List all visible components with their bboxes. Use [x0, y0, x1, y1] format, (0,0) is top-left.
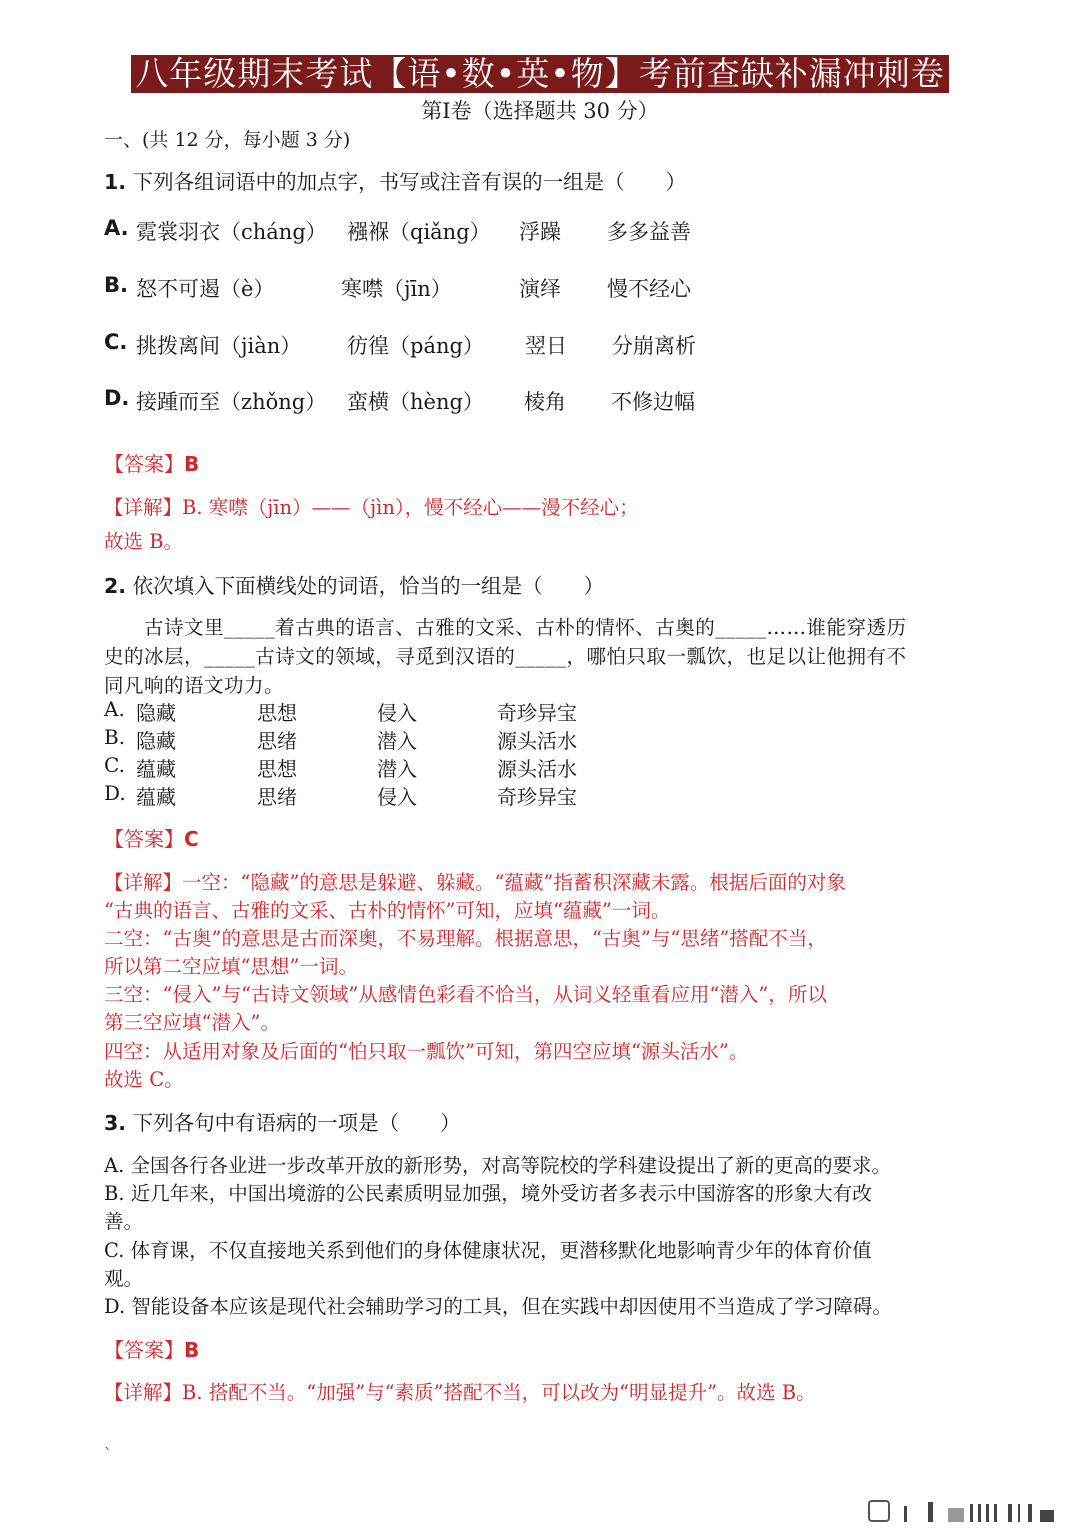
q2-option-d [104, 781, 704, 809]
q1-detail-line: 【详解】B. 寒噤（jīn）——（jìn），慢不经心——漫不经心； [104, 496, 639, 519]
question-text: 下列各句中有语病的一项是（ ） [132, 1111, 461, 1135]
q2-detail-line: 所以第二空应填“思想”一词。 [104, 955, 358, 978]
question-number: 1. [104, 170, 127, 194]
q3-option-line: A. 全国各行各业进一步改革开放的新形势，对高等院校的学科建设提出了新的更高的要求。 [104, 1154, 891, 1177]
option-item: 不修边幅 [611, 390, 695, 414]
option-item: 蛮横（hèng） [347, 390, 484, 414]
option-item: 蕴藏 [136, 757, 176, 781]
option-item: 隐藏 [136, 729, 176, 753]
option-letter: C. [104, 753, 125, 777]
q2-detail-line: 【详解】一空：“隐藏”的意思是躲避、躲藏。“蕴藏”指蓄积深藏未露。根据后面的对象 [104, 871, 846, 894]
section-heading: 一、(共 12 分，每小题 3 分) [104, 129, 351, 151]
answer-label: 【答案】 [104, 827, 184, 851]
question-text: 依次填入下面横线处的词语，恰当的一组是（ ） [132, 574, 605, 598]
q2-detail-line: 四空：从适用对象及后面的“怕只取一瓢饮”可知，第四空应填“源头活水”。 [104, 1040, 749, 1063]
answer-label: 【答案】 [104, 1338, 184, 1362]
option-item: 思绪 [257, 729, 297, 753]
option-item: 隐藏 [136, 701, 176, 725]
option-letter: A. [104, 697, 125, 721]
question-number: 3. [104, 1111, 127, 1135]
option-item: 襁褓（qiǎng） [347, 220, 491, 244]
option-letter: B. [104, 725, 126, 749]
option-item: 侵入 [377, 701, 417, 725]
answer-label: 【答案】 [104, 452, 184, 476]
q3-detail-line: 【详解】B. 搭配不当。“加强”与“素质”搭配不当，可以改为“明显提升”。故选 B。 [104, 1381, 816, 1404]
paper-subtitle: 第Ⅰ卷（选择题共 30 分） [421, 99, 659, 123]
q2-detail-line: 故选 C。 [104, 1068, 184, 1091]
question-3-stem [104, 1106, 461, 1136]
option-item: 挑拨离间（jiàn） [136, 334, 302, 358]
option-item: 接踵而至（zhǒng） [136, 390, 327, 414]
option-item: 奇珍异宝 [497, 785, 577, 809]
q3-option-line: D. 智能设备本应该是现代社会辅助学习的工具，但在实践中却因使用不当造成了学习障碍。 [104, 1295, 892, 1318]
option-item: 源头活水 [497, 757, 577, 781]
q2-passage-line: 古诗文里_____着古典的语言、古雅的文采、古朴的情怀、古奥的_____……谁能穿透历 [104, 616, 907, 639]
option-item: 多多益善 [607, 220, 691, 244]
q3-answer [104, 1334, 199, 1363]
option-letter: D. [104, 781, 126, 805]
q1-detail-line: 故选 B。 [104, 530, 184, 553]
option-item: 怒不可遏（è） [136, 277, 275, 301]
option-letter: C. [104, 330, 128, 354]
q2-detail-line: 第三空应填“潜入”。 [104, 1011, 280, 1034]
option-item: 浮躁 [519, 220, 561, 244]
q3-option-line: B. 近几年来，中国出境游的公民素质明显加强，境外受访者多表示中国游客的形象大有改 [104, 1182, 872, 1205]
q2-passage-line: 史的冰层，_____古诗文的领域，寻觅到汉语的_____，哪怕只取一瓢饮，也足以让他拥有不 [104, 645, 907, 668]
q3-option-line: 善。 [104, 1210, 144, 1233]
q2-option-a [104, 697, 704, 725]
q2-option-b [104, 725, 704, 753]
option-item: 霓裳羽衣（cháng） [136, 220, 327, 244]
option-item: 慢不经心 [607, 277, 691, 301]
option-item: 侵入 [377, 785, 417, 809]
option-item: 演绎 [519, 277, 561, 301]
option-item: 翌日 [525, 334, 567, 358]
option-item: 思想 [257, 757, 297, 781]
option-item: 思绪 [257, 785, 297, 809]
option-item: 源头活水 [497, 729, 577, 753]
question-1-stem [104, 165, 686, 195]
q1-option-b [104, 273, 784, 303]
option-item: 潜入 [377, 729, 417, 753]
q1-option-d [104, 386, 784, 416]
q1-answer [104, 448, 199, 477]
option-item: 奇珍异宝 [497, 701, 577, 725]
q2-answer [104, 823, 199, 852]
q2-passage-line: 同凡响的语文功力。 [104, 674, 285, 697]
exam-title-banner: 八年级期末考试【语•数•英•物】考前查缺补漏冲刺卷 [131, 55, 949, 93]
q2-detail-line: “古典的语言、古雅的文采、古朴的情怀”可知，应填“蕴藏”一词。 [104, 899, 671, 922]
q3-option-line: C. 体育课，不仅直接地关系到他们的身体健康状况，更潜移默化地影响青少年的体育价值 [104, 1239, 872, 1262]
option-item: 分崩离析 [612, 334, 696, 358]
q3-option-line: 观。 [104, 1267, 144, 1290]
question-text: 下列各组词语中的加点字，书写或注音有误的一组是（ ） [132, 170, 687, 194]
option-item: 棱角 [524, 390, 566, 414]
answer-value: C [184, 827, 199, 851]
q2-option-c [104, 753, 704, 781]
option-item: 彷徨（páng） [347, 334, 484, 358]
option-item: 思想 [257, 701, 297, 725]
option-letter: D. [104, 386, 130, 410]
q1-option-c [104, 330, 784, 360]
q1-option-a [104, 216, 784, 246]
option-letter: B. [104, 273, 128, 297]
answer-value: B [184, 452, 200, 476]
answer-value: B [184, 1338, 200, 1362]
option-item: 蕴藏 [136, 785, 176, 809]
option-item: 潜入 [377, 757, 417, 781]
corner-marks-icon [868, 1498, 1058, 1522]
q2-detail-line: 二空：“古奥”的意思是古而深奥，不易理解。根据意思，“古奥”与“思绪”搭配不当， [104, 927, 827, 950]
question-number: 2. [104, 574, 127, 598]
option-item: 寒噤（jīn） [341, 277, 452, 301]
question-2-stem [104, 569, 604, 599]
footer-mark: ` [104, 1445, 112, 1464]
q2-detail-line: 三空：“侵入”与“古诗文领域”从感情色彩看不恰当，从词义轻重看应用“潜入”，所以 [104, 983, 827, 1006]
option-letter: A. [104, 216, 129, 240]
